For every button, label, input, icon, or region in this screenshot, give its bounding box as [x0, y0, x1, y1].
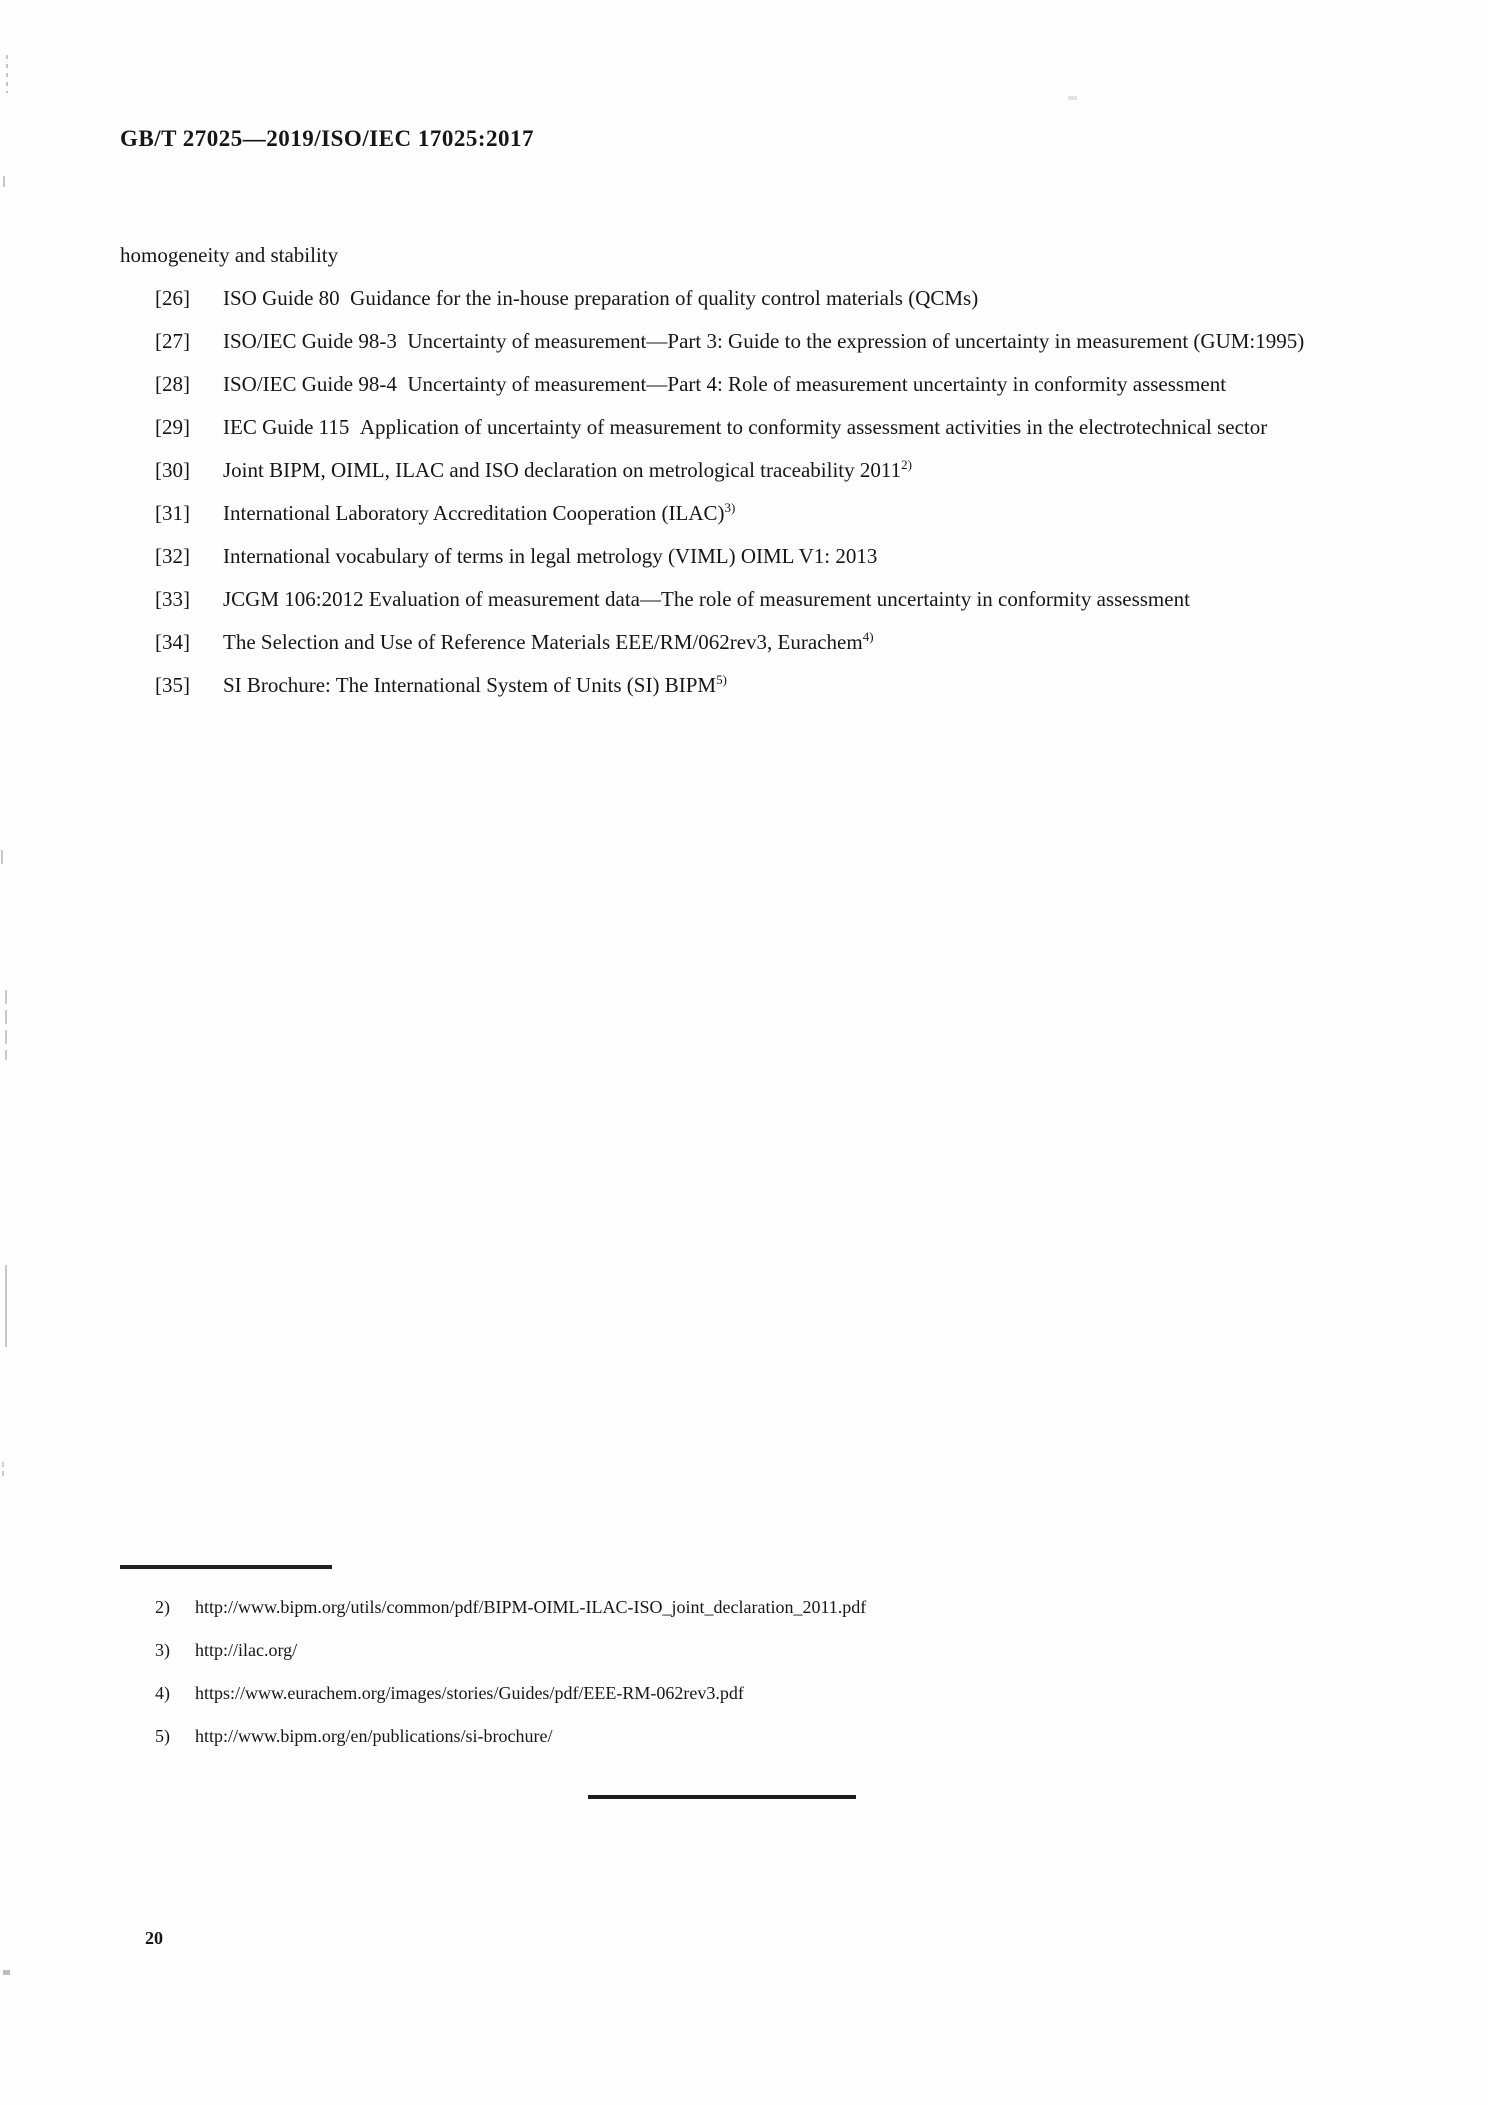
- footnote-item: [155, 1586, 1255, 1629]
- scan-artifact: [3, 176, 5, 187]
- footnote-item: [155, 1629, 1255, 1672]
- reference-text: ISO/IEC Guide 98-4 Uncertainty of measurement—Part 4: Role of measurement uncertainty in conformity assessment: [223, 372, 1227, 396]
- reference-number: [30]: [155, 458, 190, 482]
- reference-number: [26]: [155, 286, 190, 310]
- reference-item: [120, 363, 1370, 406]
- scan-artifact: [1068, 96, 1077, 100]
- footnote-url: https://www.eurachem.org/images/stories/Guides/pdf/EEE-RM-062rev3.pdf: [195, 1683, 744, 1703]
- footnote-number: 2): [155, 1597, 170, 1617]
- reference-item: [120, 492, 1370, 535]
- reference-number: [32]: [155, 544, 190, 568]
- reference-item: [120, 664, 1370, 707]
- footnote-number: 3): [155, 1640, 170, 1660]
- reference-item: [120, 406, 1370, 449]
- reference-text: SI Brochure: The International System of Units (SI) BIPM: [223, 673, 717, 697]
- reference-number: [33]: [155, 587, 190, 611]
- reference-text: ISO Guide 80 Guidance for the in-house preparation of quality control materials (QCMs): [223, 286, 979, 310]
- reference-text: IEC Guide 115 Application of uncertainty of measurement to conformity assessment activities in the electrotechnical sector: [223, 415, 1268, 439]
- reference-text: Joint BIPM, OIML, ILAC and ISO declaration on metrological traceability 2011: [223, 458, 902, 482]
- footnote-url: http://www.bipm.org/en/publications/si-brochure/: [195, 1726, 553, 1746]
- reference-item: [120, 277, 1370, 320]
- reference-number: [29]: [155, 415, 190, 439]
- footnote-number: 4): [155, 1683, 170, 1703]
- reference-text: ISO/IEC Guide 98-3 Uncertainty of measurement—Part 3: Guide to the expression of uncertainty in measurement (GUM:1995): [223, 329, 1305, 353]
- footnote-item: [155, 1672, 1255, 1715]
- reference-number: [31]: [155, 501, 190, 525]
- footnote-marker: 3): [724, 500, 736, 515]
- standard-number-header: GB/T 27025—2019/ISO/IEC 17025:2017: [120, 126, 535, 151]
- reference-item: [120, 578, 1370, 621]
- reference-item: [120, 535, 1370, 578]
- footnote-item: [155, 1715, 1255, 1758]
- scan-artifact: [1, 850, 3, 864]
- scan-artifact: [5, 990, 7, 1060]
- scan-artifact: [5, 1265, 7, 1347]
- footnote-marker: 4): [862, 629, 874, 644]
- footnotes-block: [155, 1586, 1255, 1758]
- scan-artifact: [3, 1970, 10, 1975]
- footnote-number: 5): [155, 1726, 170, 1746]
- footnote-separator-rule: [120, 1565, 332, 1569]
- reference-item: [120, 320, 1370, 363]
- reference-number: [35]: [155, 673, 190, 697]
- footnote-marker: 5): [716, 672, 727, 687]
- scan-artifact: [6, 55, 8, 93]
- bottom-separator-rule: [588, 1795, 856, 1799]
- reference-item: [120, 621, 1370, 664]
- bibliography-text: [120, 234, 1370, 707]
- reference-item: [120, 449, 1370, 492]
- reference-number: [27]: [155, 329, 190, 353]
- reference-number: [34]: [155, 630, 190, 654]
- page-number: 20: [145, 1928, 163, 1948]
- reference-text: The Selection and Use of Reference Materials EEE/RM/062rev3, Eurachem: [223, 630, 863, 654]
- scan-artifact: [2, 1462, 4, 1478]
- reference-text: International Laboratory Accreditation Cooperation (ILAC): [223, 501, 725, 525]
- reference-text: International vocabulary of terms in legal metrology (VIML) OIML V1: 2013: [223, 544, 878, 568]
- footnote-url: http://www.bipm.org/utils/common/pdf/BIPM-OIML-ILAC-ISO_joint_declaration_2011.pdf: [195, 1597, 867, 1617]
- footnote-url: http://ilac.org/: [195, 1640, 298, 1660]
- footnote-marker: 2): [901, 457, 912, 472]
- carryover-line: homogeneity and stability: [120, 243, 339, 267]
- reference-number: [28]: [155, 372, 190, 396]
- reference-text: JCGM 106:2012 Evaluation of measurement data—The role of measurement uncertainty in conformity assessment: [223, 587, 1190, 611]
